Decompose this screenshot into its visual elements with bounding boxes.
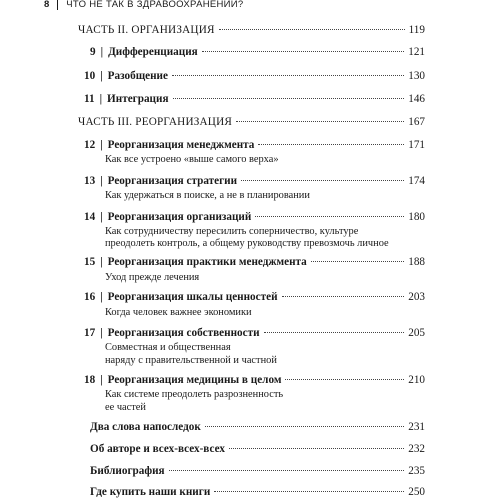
chapter-subtitle-line: Как сотрудничеству пересилить соперничество, культуре xyxy=(105,226,359,237)
chapter-number: 14 xyxy=(84,211,96,223)
toc-chapter-13[interactable] xyxy=(84,175,425,188)
page-number: 8 xyxy=(44,0,50,10)
chapter-subtitle: Когда человек важнее экономики xyxy=(105,307,252,318)
chapter-separator: | xyxy=(100,70,103,82)
chapter-title: Реорганизация организаций xyxy=(107,211,252,223)
chapter-title: Реорганизация собственности xyxy=(107,327,260,339)
toc-chapter-9[interactable] xyxy=(90,46,425,59)
toc-backmatter-bibliography[interactable] xyxy=(90,465,425,478)
page-ref: 203 xyxy=(408,291,425,303)
backmatter-title: Библиография xyxy=(90,465,165,477)
page-ref: 231 xyxy=(408,421,425,433)
chapter-number: 17 xyxy=(84,327,96,339)
leader-dots xyxy=(241,180,404,181)
toc-chapter-15[interactable] xyxy=(84,256,425,269)
page-ref: 171 xyxy=(408,139,425,151)
chapter-subtitle: Уход прежде лечения xyxy=(105,272,200,283)
page-ref: 167 xyxy=(408,116,425,128)
page-ref: 119 xyxy=(408,24,425,36)
leader-dots xyxy=(219,29,405,30)
leader-dots xyxy=(264,332,405,333)
chapter-number: 10 xyxy=(84,70,96,82)
toc-backmatter-about-author[interactable] xyxy=(90,443,425,456)
page-ref: 180 xyxy=(408,211,425,223)
leader-dots xyxy=(169,470,405,471)
chapter-number: 15 xyxy=(84,256,96,268)
chapter-title: Реорганизация медицины в целом xyxy=(107,374,282,386)
leader-dots xyxy=(282,296,405,297)
page-ref: 250 xyxy=(408,486,425,498)
chapter-subtitle-line: Как системе преодолеть разрозненность xyxy=(105,389,284,400)
chapter-title: Реорганизация шкалы ценностей xyxy=(107,291,278,303)
chapter-separator: | xyxy=(100,256,103,268)
page-ref: 188 xyxy=(408,256,425,268)
leader-dots xyxy=(255,216,404,217)
page-ref: 174 xyxy=(408,175,425,187)
leader-dots xyxy=(172,75,404,76)
toc-backmatter-where-to-buy[interactable] xyxy=(90,486,425,499)
page-ref: 210 xyxy=(408,374,425,386)
leader-dots xyxy=(202,51,405,52)
page-ref: 232 xyxy=(408,443,425,455)
leader-dots xyxy=(205,426,404,427)
leader-dots xyxy=(285,379,404,380)
chapter-separator: | xyxy=(100,139,103,151)
chapter-number: 11 xyxy=(84,93,95,105)
chapter-subtitle-line: преодолеть контроль, а общему руководству превозмочь личное xyxy=(105,238,389,249)
chapter-subtitle-line: ее частей xyxy=(105,402,146,413)
leader-dots xyxy=(236,121,404,122)
chapter-subtitle-line: Совместная и общественная xyxy=(105,342,231,353)
part-title: ЧАСТЬ III. РЕОРГАНИЗАЦИЯ xyxy=(78,116,233,128)
toc-chapter-14[interactable] xyxy=(84,211,425,224)
chapter-number: 12 xyxy=(84,139,96,151)
backmatter-title: Где купить наши книги xyxy=(90,486,211,498)
chapter-subtitle: Как удержаться в поиске, а не в планировании xyxy=(105,190,310,201)
leader-dots xyxy=(173,98,405,99)
chapter-separator: | xyxy=(99,93,103,105)
chapter-subtitle: Как все устроено «выше самого верха» xyxy=(105,154,279,165)
chapter-separator: | xyxy=(100,46,104,58)
chapter-title: Реорганизация стратегии xyxy=(107,175,238,187)
chapter-number: 9 xyxy=(90,46,96,58)
toc-part-3[interactable] xyxy=(78,116,425,129)
chapter-title: Интеграция xyxy=(107,93,169,105)
toc-chapter-10[interactable] xyxy=(84,70,425,83)
toc-chapter-17[interactable] xyxy=(84,327,425,340)
page-ref: 146 xyxy=(408,93,425,105)
chapter-separator: | xyxy=(100,327,103,339)
chapter-separator: | xyxy=(100,211,103,223)
chapter-number: 16 xyxy=(84,291,96,303)
toc-chapter-18[interactable] xyxy=(84,374,425,387)
chapter-separator: | xyxy=(100,175,103,187)
chapter-separator: | xyxy=(100,374,103,386)
page-ref: 130 xyxy=(408,70,425,82)
page-ref: 205 xyxy=(408,327,425,339)
leader-dots xyxy=(311,261,404,262)
chapter-subtitle-line: наряду с правительственной и частной xyxy=(105,355,277,366)
toc-chapter-16[interactable] xyxy=(84,291,425,304)
toc-part-2[interactable] xyxy=(78,24,425,37)
chapter-separator: | xyxy=(100,291,103,303)
leader-dots xyxy=(214,491,404,492)
leader-dots xyxy=(258,144,404,145)
toc-backmatter-afterword[interactable] xyxy=(90,421,425,434)
toc-chapter-12[interactable] xyxy=(84,139,425,152)
backmatter-title: Два слова напоследок xyxy=(90,421,201,433)
backmatter-title: Об авторе и всех-всех-всех xyxy=(90,443,225,455)
part-title: ЧАСТЬ II. ОРГАНИЗАЦИЯ xyxy=(78,24,215,36)
book-title: ЧТО НЕ ТАК В ЗДРАВООХРАНЕНИИ? xyxy=(66,0,244,10)
chapter-number: 13 xyxy=(84,175,96,187)
chapter-title: Реорганизация практики менеджмента xyxy=(107,256,307,268)
chapter-number: 18 xyxy=(84,374,96,386)
chapter-title: Разобщение xyxy=(107,70,168,82)
chapter-title: Дифференциация xyxy=(108,46,198,58)
toc-chapter-11[interactable] xyxy=(84,93,425,106)
chapter-title: Реорганизация менеджмента xyxy=(107,139,255,151)
leader-dots xyxy=(229,448,404,449)
page-ref: 235 xyxy=(408,465,425,477)
page-ref: 121 xyxy=(408,46,425,58)
